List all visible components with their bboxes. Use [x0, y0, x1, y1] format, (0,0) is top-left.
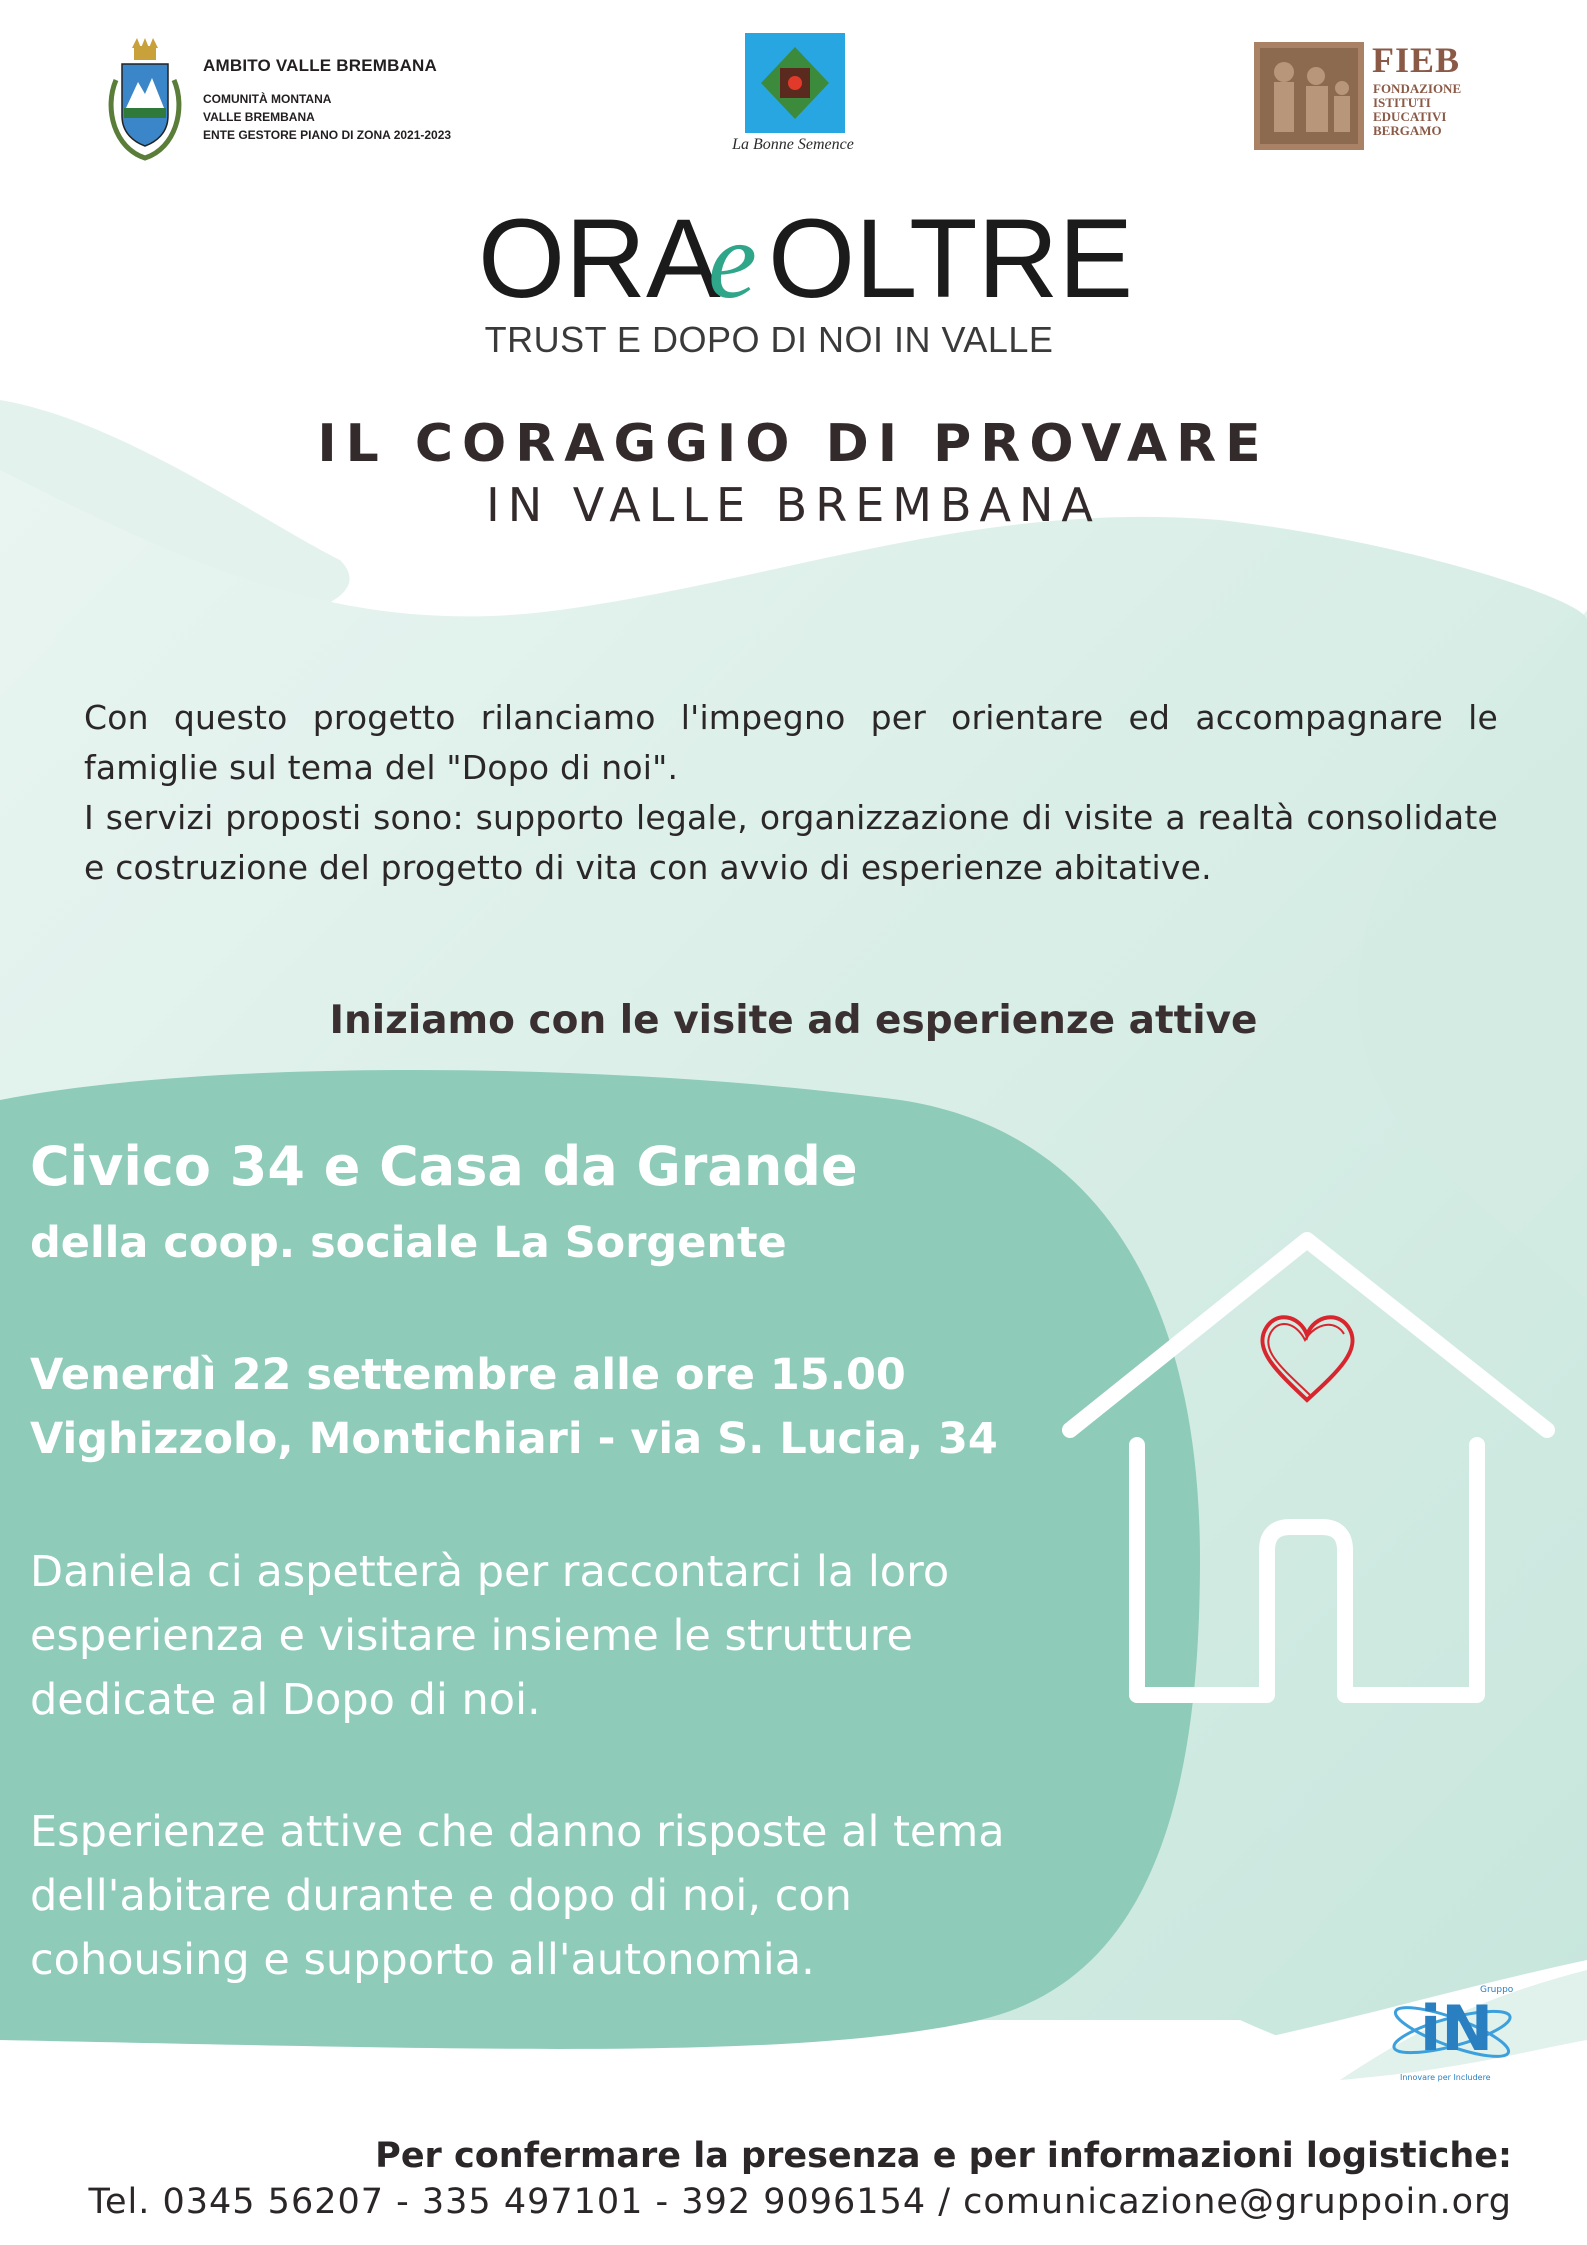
- gruppoin-tagline: Innovare per Includere: [1400, 2073, 1491, 2082]
- main-subtitle: IN VALLE BREMBANA: [486, 478, 1101, 532]
- event-title: Civico 34 e Casa da Grande: [30, 1135, 858, 1198]
- ambito-text: [203, 56, 451, 144]
- ambito-title: AMBITO VALLE BREMBANA: [203, 56, 438, 75]
- ambito-line: COMUNITÀ MONTANA: [203, 92, 332, 106]
- event-description: [30, 1540, 1130, 1732]
- event-description-line: esperienza e visitare insieme le strutture: [30, 1611, 913, 1661]
- fieb-line: FONDAZIONE: [1373, 81, 1462, 96]
- logo-e: e: [708, 199, 757, 321]
- main-title: IL CORAGGIO DI PROVARE: [317, 414, 1270, 474]
- fieb-relief-icon: [1254, 42, 1364, 150]
- house-outline-icon: [1060, 1230, 1560, 1715]
- ambito-lines: [203, 90, 451, 144]
- bonne-semence-name: La Bonne Semence: [732, 136, 854, 153]
- event-organizer: della coop. sociale La Sorgente: [30, 1218, 787, 1268]
- gruppoin-name: iN: [1420, 1992, 1494, 2065]
- ora-e-oltre-logo: [478, 196, 1134, 321]
- heart-icon: [1262, 1317, 1352, 1400]
- event-experience-line: dell'abitare durante e dopo di noi, con: [30, 1871, 852, 1921]
- event-experience: [30, 1800, 1130, 1992]
- section-subhead: Iniziamo con le visite ad esperienze attive: [329, 998, 1258, 1043]
- ambito-line: VALLE BREMBANA: [203, 110, 315, 124]
- ambito-line: ENTE GESTORE PIANO DI ZONA 2021-2023: [203, 128, 452, 142]
- fieb-line: EDUCATIVI: [1373, 109, 1447, 124]
- intro-text: [84, 693, 1498, 893]
- event-experience-line: cohousing e supporto all'autonomia.: [30, 1935, 815, 1985]
- footer-contacts: Tel. 0345 56207 - 335 497101 - 392 9096154 / comunicazione@gruppoin.org: [88, 2182, 1512, 2222]
- ambito-crest-icon: [104, 38, 186, 160]
- gruppoin-top: Gruppo: [1480, 1985, 1514, 1995]
- footer-heading: Per confermare la presenza e per informazioni logistiche:: [375, 2136, 1512, 2176]
- brand-subtitle: TRUST E DOPO DI NOI IN VALLE: [484, 319, 1054, 360]
- event-date: Venerdì 22 settembre alle ore 15.00: [30, 1350, 906, 1400]
- gruppoin-globe-icon: [1380, 1980, 1530, 2085]
- event-description-line: dedicate al Dopo di noi.: [30, 1675, 541, 1725]
- event-description-line: Daniela ci aspetterà per raccontarci la loro: [30, 1547, 950, 1597]
- intro-paragraph: I servizi proposti sono: supporto legale, organizzazione di visite a realtà consolidate e costruzione del progetto di vita con avvio di esperienze abitative.: [84, 798, 1498, 887]
- bonne-semence-square-icon: [745, 33, 845, 133]
- logo-oltre: OLTRE: [768, 196, 1134, 321]
- fieb-title: FIEB: [1372, 40, 1461, 80]
- fieb-line: BERGAMO: [1373, 123, 1442, 138]
- logo-ora: ORA: [478, 196, 721, 321]
- event-experience-line: Esperienze attive che danno risposte al tema: [30, 1807, 1005, 1857]
- fieb-line: ISTITUTI: [1373, 95, 1431, 110]
- fieb-subtitle: [1373, 82, 1461, 138]
- event-place: Vighizzolo, Montichiari - via S. Lucia, 34: [30, 1414, 998, 1464]
- intro-paragraph: Con questo progetto rilanciamo l'impegno per orientare ed accompagnare le famiglie sul tema del "Dopo di noi".: [84, 698, 1498, 787]
